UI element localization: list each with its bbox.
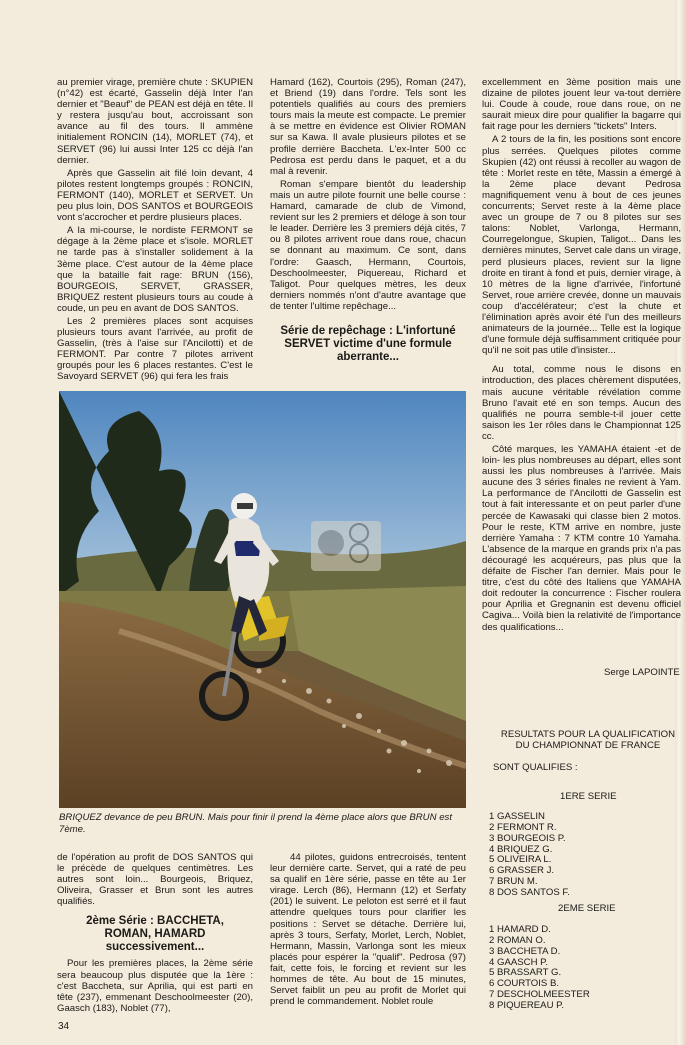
result-row: 1 GASSELIN bbox=[489, 811, 545, 822]
heading-serie2: 2ème Série : BACCHETA, ROMAN, HAMARD successivement... bbox=[86, 915, 224, 954]
result-row: 2 FERMONT R. bbox=[489, 821, 557, 833]
article-column-1-bottom bbox=[57, 852, 253, 1016]
result-row: 4 GAASCH P. bbox=[489, 956, 549, 968]
result-row: 5 OLIVEIRA L. bbox=[489, 854, 552, 866]
result-row: 1 HAMARD D. bbox=[489, 924, 551, 935]
article-column-1 bbox=[57, 77, 253, 385]
result-row: 6 COURTOIS B. bbox=[489, 978, 560, 990]
results-serie1-title: 1ERE SERIE bbox=[560, 791, 617, 802]
article-column-2 bbox=[270, 77, 466, 368]
author-signature: Serge LAPOINTE bbox=[604, 667, 680, 678]
result-row: 3 BOURGEOIS P. bbox=[489, 832, 566, 844]
heading-repechage: Série de repêchage : L'infortuné SERVET victime d'une formule aberrante... bbox=[280, 324, 456, 363]
result-row: 7 BRUN M. bbox=[489, 876, 538, 888]
watermark-logo bbox=[311, 521, 381, 571]
result-row: 8 PIQUEREAU P. bbox=[489, 999, 565, 1011]
results-serie1-list bbox=[489, 812, 570, 899]
photo-caption: BRIQUEZ devance de peu BRUN. Mais pour finir il prend la 4ème place alors que BRUN est 7ème. bbox=[59, 812, 452, 835]
results-serie2-title: 2EME SERIE bbox=[558, 903, 616, 914]
paragraph: Les 2 premières places sont acquises plusieurs tours avant l'arrivée, au profit de Gasselin, (très à l'aise sur l'Ancilotti) et de FERMONT. Par contre 7 pilotes arrivent groupés pour les 6 places restantes. C'est le Savoyard SERVET (96) qui fera les frais bbox=[57, 315, 253, 383]
paragraph: Roman s'empare bientôt du leadership mais un autre pilote fournit une belle course : Hamard, camarade de club de Vimond, revient sur les 2 premiers et déloge à son tour le leader. Derrière les 3 premiers déjà cités, 7 ou 8 pilotes arrivent roue dans roue, chacun se donnant au maximum. Ce sont, dans l'ordre: Gaasch, Hermann, Courtois, Deschoolmeester, Piquereau, Richard et Taligot. Pour quelques mètres, les deux derniers nommés n'ont d'autre avantage que de tenter l'ultime repêchage... bbox=[270, 178, 466, 312]
result-row: 6 GRASSER J. bbox=[489, 865, 555, 877]
paragraph: Au total, comme nous le disons en introduction, des places chèrement disputées, mais aucune véritable révélation comme Bruno l'avait eté en son temps. Aucun des qualifiés ne pourra semble-t-il jouer cette saison les 1er rôles dans le Championnat 125 cc. bbox=[482, 364, 681, 442]
results-title: RESULTATS POUR LA QUALIFICATION DU CHAMPIONNAT DE FRANCE bbox=[500, 729, 676, 751]
result-row: 5 BRASSART G. bbox=[489, 967, 562, 979]
paragraph: au premier virage, première chute : SKUPIEN (n°42) est écarté, Gasselin déjà Inter l'an dernier et "Beauf" de PEAN est déjà en tête. Il y restera jusqu'au bout, accroissant son avance au fil des tours. Il ammène initialement RONCIN (14), MORLET (74), et SERVET (96) lui aussi Inter 125 cc déjà l'an dernier. bbox=[57, 77, 253, 166]
paragraph: Hamard (162), Courtois (295), Roman (247), et Briend (19) dans l'ordre. Tels sont les potentiels qualifiés au cours des premiers tours mais la meute est compacte. Le premier à se mettre en évidence est Olivier ROMAN sur sa Kawa. Il avale plusieurs pilotes et se profile derrière Baccheta. L'ex-Inter 500 cc Pedrosa est perdu dans le paquet, et a du mal à revenir. bbox=[270, 77, 466, 177]
result-row: 8 DOS SANTOS F. bbox=[489, 886, 570, 898]
paragraph: Côté marques, les YAMAHA étaient -et de loin- les plus nombreuses au départ, elles sont aussi les plus nombreuses à l'arrivée. Mais aucune des 3 séries finales ne revient à Yam. La performance de l'Ancilotti de Gasselin est tout à fait interessante et on peut parler d'une percée de Kawasaki qui classe bien 2 motos. Pour le reste, KTM arrive en nombre, juste derrière Yamaha : 7 KTM contre 10 Yamaha. L'absence de la marque en grands prix n'a pas découragé les acquéreurs, pas plus que la défaite de Fischer l'an dernier. Mais pour le titre, c'est du côté des Italiens que YAMAHA doit redouter la concurrence : Fischer roulera pour Aprilia et Gregnanin est devenu officiel Cagiva... Voilà bien la relativité de l'importance des qualifications... bbox=[482, 444, 681, 633]
page-number: 34 bbox=[58, 1021, 70, 1032]
results-qualified-label: SONT QUALIFIES : bbox=[493, 762, 578, 773]
result-row: 3 BACCHETA D. bbox=[489, 945, 561, 957]
motocross-photo-drawing bbox=[59, 391, 466, 808]
paragraph: Après que Gasselin ait filé loin devant, 4 pilotes restent longtemps groupés : RONCIN, FERMONT (140), MORLET et SERVET. Un peu plus loin, DOS SANTOS et BOURGEOIS vont s'accrocher et perdre plusieurs places. bbox=[57, 167, 253, 224]
paragraph: 44 pilotes, guidons entrecroisés, tentent leur dernière carte. Servet, qui a raté de peu sa qualif en 1ère série, passe en tête au 1er virage. Lerch (86), Hermann (12) et Serfaty (201) le suivent. Le peloton est serré et il faut attendre quelques tours pour clarifier les positions : Servet se détache. Derrière lui, après 3 tours, Serfaty, Morlet, Lerch, Noblet, Hermann, Massin, Varlonga sont les mieux placés pour espérer la "qualif". Pedrosa (97) fait, cette fois, le forcing et revient sur les hommes de tête. Au bout de 15 minutes, Servet faiblit un peu au profit de Morlet qui prend le commandement. Noblet roule bbox=[270, 852, 466, 1008]
result-row: 7 DESCHOLMEESTER bbox=[489, 989, 590, 1001]
result-row: 2 ROMAN O. bbox=[489, 934, 546, 946]
article-column-2-bottom bbox=[270, 852, 466, 1009]
paragraph: excellemment en 3ème position mais une dizaine de pilotes jouent leur va-tout derrière lui. Coude à coude, roue dans roue, on ne saurait mieux dire pour qualifier la bagarre qui fait rage pour les derniers "tickets" Inters. bbox=[482, 77, 681, 133]
paragraph: Pour les premières places, la 2ème série sera beaucoup plus disputée que la 1ère : c'est Baccheta, sur Aprilia, qui est parti en tête (237), emmenant Deschoolmeester (20), Gaasch (183), Noblet (77), bbox=[57, 958, 253, 1014]
motocross-photo bbox=[59, 391, 466, 808]
results-serie2-list bbox=[489, 925, 590, 1012]
article-column-3 bbox=[482, 77, 681, 635]
paragraph: A la mi-course, le nordiste FERMONT se dégage à la 2ème place et s'isole. MORLET ne tarde pas à s'installer solidement à la 3ème place. C'est autour de la 4ème place que la bataille fait rage: BRUN (156), BOURGEOIS, SERVET, GRASSER, BRIQUEZ restent plusieurs tours au coude à coude, un peu en avant de DOS SANTOS. bbox=[57, 225, 253, 314]
paragraph: A 2 tours de la fin, les positions sont encore plus serrées. Quelques pilotes comme Skupien (42) ont réussi à recoller au wagon de tête : Morlet reste en tête, Massin a émergé à la 2ème place devant Pedrosa magnifiquement venu à bout de ces jeunes concurrents; Servet reste à la 4ème place avec un groupe de 7 ou 8 pilotes sur ses talons: Noblet, Varlonga, Hermann, Courregelongue, Skupien, Taligot... Dans les dernières minutes, Servet cale dans un virage, perd plusieurs places, revient sur la ligne droite en tirant à fond et puis, dernier virage, à 10 mètres de la ligne d'arrivée, l'infortuné Servet, roue arrière crevée, donne un mauvais coup d'accélérateur; c'est la chute et l'élimination après avoir été l'un des meilleurs animateurs de la journée... Telle est la logique d'une formule déjà suffisamment critiquée pour qu'il ne soit pas utile d'insister... bbox=[482, 134, 681, 357]
result-row: 4 BRIQUEZ G. bbox=[489, 843, 553, 855]
paragraph: de l'opération au profit de DOS SANTOS qui le précède de quelques centimètres. Les autres sont loin... Bourgeois, Briquez, Oliveira, Grasser et Brun sont les autres qualifiés. bbox=[57, 852, 253, 908]
